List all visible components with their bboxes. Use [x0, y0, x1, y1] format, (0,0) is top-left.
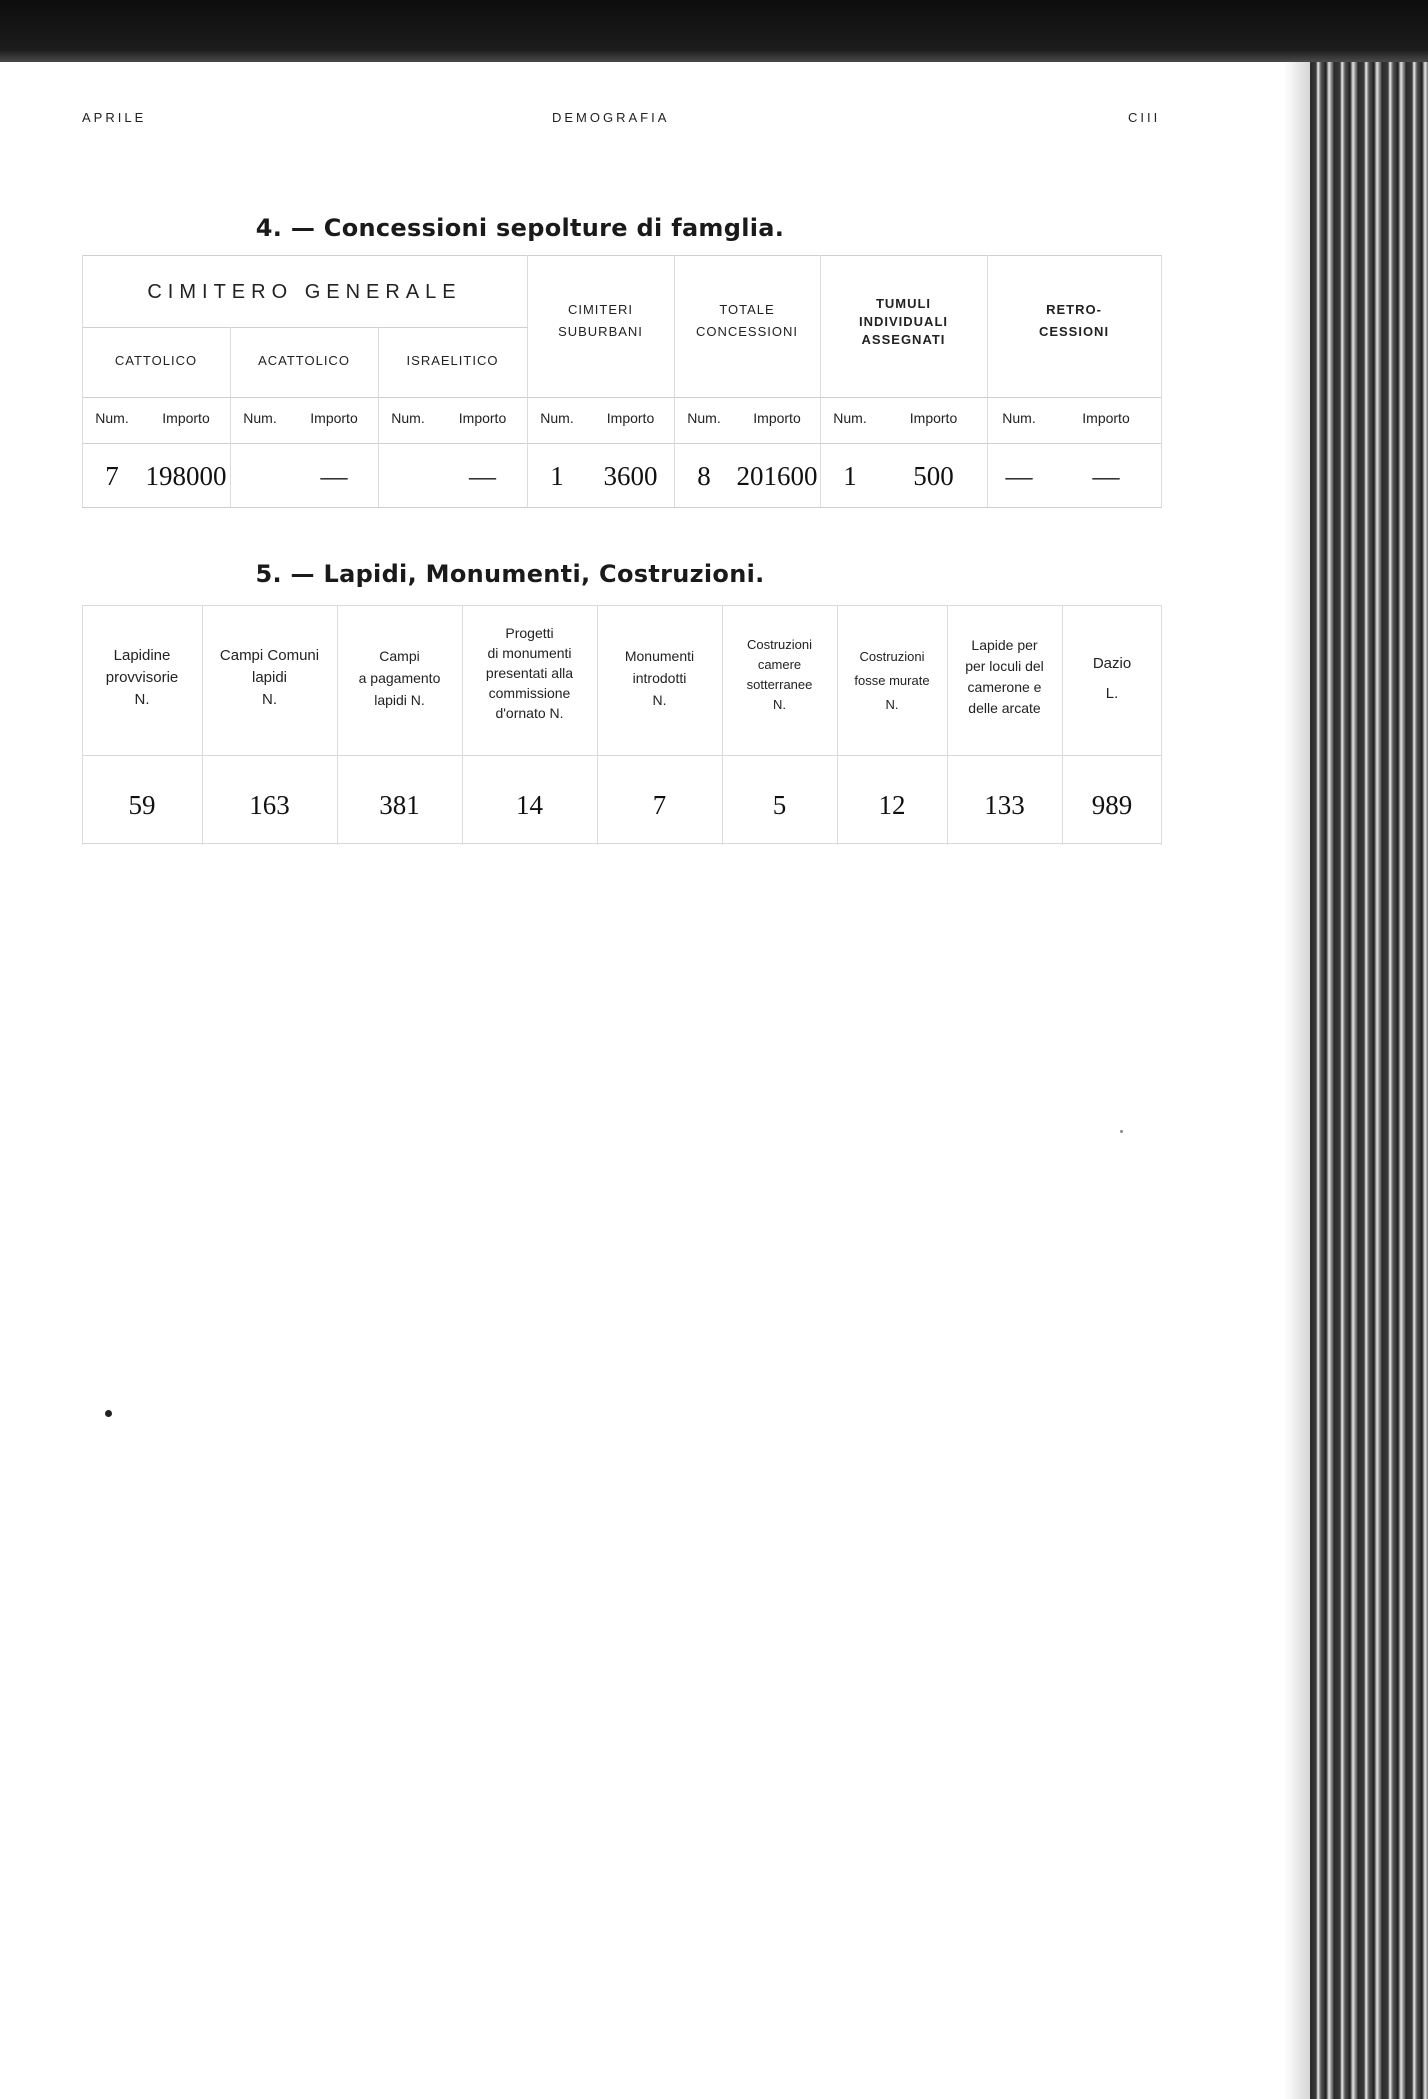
header-line: di monumenti: [487, 645, 572, 661]
scan-top-band: [0, 0, 1428, 62]
header-line: delle arcate: [968, 700, 1041, 716]
column-rule: [1161, 255, 1162, 507]
header-line: N.: [885, 697, 899, 712]
cell-value: 163: [249, 790, 290, 820]
retrocessioni-header: [987, 299, 1161, 343]
header-line: CESSIONI: [1038, 324, 1110, 339]
cell-value: 201600: [736, 461, 818, 491]
sub-header: Importo: [606, 410, 655, 426]
israelitico-header: ISRAELITICO: [406, 353, 499, 368]
column-progetti-monumenti: [462, 605, 597, 845]
header-line: Lapide per: [971, 637, 1038, 653]
header-line: CIMITERI: [567, 302, 634, 317]
header-line: a pagamento: [358, 670, 441, 686]
column-lapidi-provvisorie: [82, 605, 202, 845]
header-line: provvisorie: [105, 669, 179, 686]
section-4-title: 4. — Concessioni sepolture di famglia.: [255, 214, 785, 242]
header-line: INDIVIDUALI: [859, 314, 948, 329]
header-line: RETRO-: [1046, 302, 1102, 317]
cell-value: 12: [878, 790, 906, 820]
column-campi-pagamento: [337, 605, 462, 845]
cell-value: 1: [843, 461, 857, 491]
cell-value: 14: [516, 790, 543, 820]
header-line: introdotti: [632, 670, 687, 686]
cell-value: —: [1005, 461, 1033, 491]
header-line: L.: [1105, 685, 1119, 702]
column-monumenti-introdotti: [597, 605, 722, 845]
header-line: Dazio: [1092, 655, 1132, 672]
sub-header: Num.: [833, 410, 867, 426]
cell-value: 989: [1091, 790, 1133, 820]
ink-speck: [105, 1410, 112, 1417]
column-header: [837, 645, 947, 717]
subheader-rule: [82, 443, 1162, 444]
sub-header: Importo: [310, 410, 358, 426]
column-campi-comuni: [202, 605, 337, 845]
cell-value: 7: [105, 461, 119, 491]
header-line: Lapidine: [113, 647, 171, 664]
header-line: Campi: [379, 648, 420, 664]
header-line: TOTALE: [719, 302, 775, 317]
cell-value: —: [469, 461, 496, 491]
cell-value: 133: [984, 790, 1025, 820]
running-head: [0, 110, 1428, 134]
header-line: camere: [757, 657, 802, 672]
cell-value: 500: [913, 461, 954, 491]
header-line: Costruzioni: [859, 649, 925, 664]
cell-value: 1: [550, 461, 564, 491]
header-line: sotterranee: [746, 677, 813, 692]
cell-value: 8: [697, 461, 711, 491]
acattolico-header: ACATTOLICO: [258, 353, 350, 368]
sub-header: Importo: [162, 410, 210, 426]
cattolico-header: CATTOLICO: [114, 353, 198, 368]
column-header: [202, 645, 337, 711]
sub-header: Importo: [458, 410, 507, 426]
column-dazio: [1062, 605, 1162, 845]
column-header: [1062, 649, 1162, 709]
header-line: lapidi N.: [374, 692, 425, 708]
sub-header: Importo: [753, 410, 801, 426]
header-line: N.: [262, 691, 277, 708]
header-line: N.: [773, 697, 786, 712]
cell-value: 7: [652, 790, 667, 820]
header-rule: [82, 397, 1162, 398]
sub-header: Num.: [95, 410, 129, 426]
cell-value: 3600: [603, 461, 658, 491]
cimiteri-suburbani-header: [527, 299, 674, 343]
column-costruzioni-camere: [722, 605, 837, 845]
sub-header: Num.: [687, 410, 721, 426]
book-page-edges: [1310, 62, 1428, 2099]
cimitero-generale-header: CIMITERO GENERALE: [147, 281, 462, 303]
header-line: TUMULI: [875, 296, 932, 311]
header-line: N.: [652, 692, 667, 708]
header-line: commissione: [488, 685, 571, 701]
table-top-rule: [82, 255, 1162, 256]
column-lapide-loculi: [947, 605, 1062, 845]
tumuli-individuali-header: [820, 295, 987, 349]
header-line: d'ornato N.: [495, 705, 564, 721]
cell-value: 5: [772, 790, 787, 820]
header-line: Progetti: [505, 625, 554, 641]
sub-header: Num.: [1002, 410, 1036, 426]
running-head-left: APRILE: [82, 110, 147, 125]
column-header: [597, 645, 722, 711]
column-header: [722, 635, 837, 715]
header-line: Monumenti: [624, 648, 695, 664]
ink-speck: [1120, 1130, 1123, 1133]
column-header: [82, 645, 202, 711]
column-header: [947, 635, 1062, 719]
column-costruzioni-fosse: [837, 605, 947, 845]
totale-concessioni-header: [674, 299, 820, 343]
header-line: SUBURBANI: [558, 324, 643, 339]
header-line: CONCESSIONI: [695, 324, 798, 339]
sub-header: Num.: [243, 410, 277, 426]
header-line: per loculi del: [965, 658, 1044, 674]
sub-header: Importo: [909, 410, 958, 426]
header-line: Campi Comuni: [219, 647, 320, 664]
cell-value: 198000: [145, 461, 227, 491]
page-gutter-shadow: [1284, 62, 1310, 2099]
header-line: presentati alla: [485, 665, 574, 681]
group-header-rule: [82, 327, 527, 328]
header-line: N.: [134, 691, 150, 708]
page-number: CIII: [1128, 110, 1161, 125]
header-line: ASSEGNATI: [861, 332, 946, 347]
running-head-center: DEMOGRAFIA: [552, 110, 670, 125]
cell-value: 381: [379, 790, 420, 820]
table-bottom-rule: [82, 507, 1162, 508]
sub-header: Num.: [391, 410, 425, 426]
header-line: fosse murate: [854, 673, 930, 688]
sub-header: Importo: [1082, 410, 1130, 426]
cell-value: —: [1092, 461, 1120, 491]
section-5-title: 5. — Lapidi, Monumenti, Costruzioni.: [255, 560, 765, 588]
header-line: camerone e: [967, 679, 1042, 695]
column-header: [337, 645, 462, 711]
concessioni-table: [82, 255, 1162, 510]
sub-header: Num.: [540, 410, 574, 426]
cell-value: 59: [128, 790, 156, 820]
column-header: [462, 623, 597, 723]
lapidi-table: [82, 605, 1162, 845]
header-line: lapidi: [251, 669, 288, 686]
cell-value: —: [320, 461, 348, 491]
header-line: Costruzioni: [746, 637, 813, 652]
